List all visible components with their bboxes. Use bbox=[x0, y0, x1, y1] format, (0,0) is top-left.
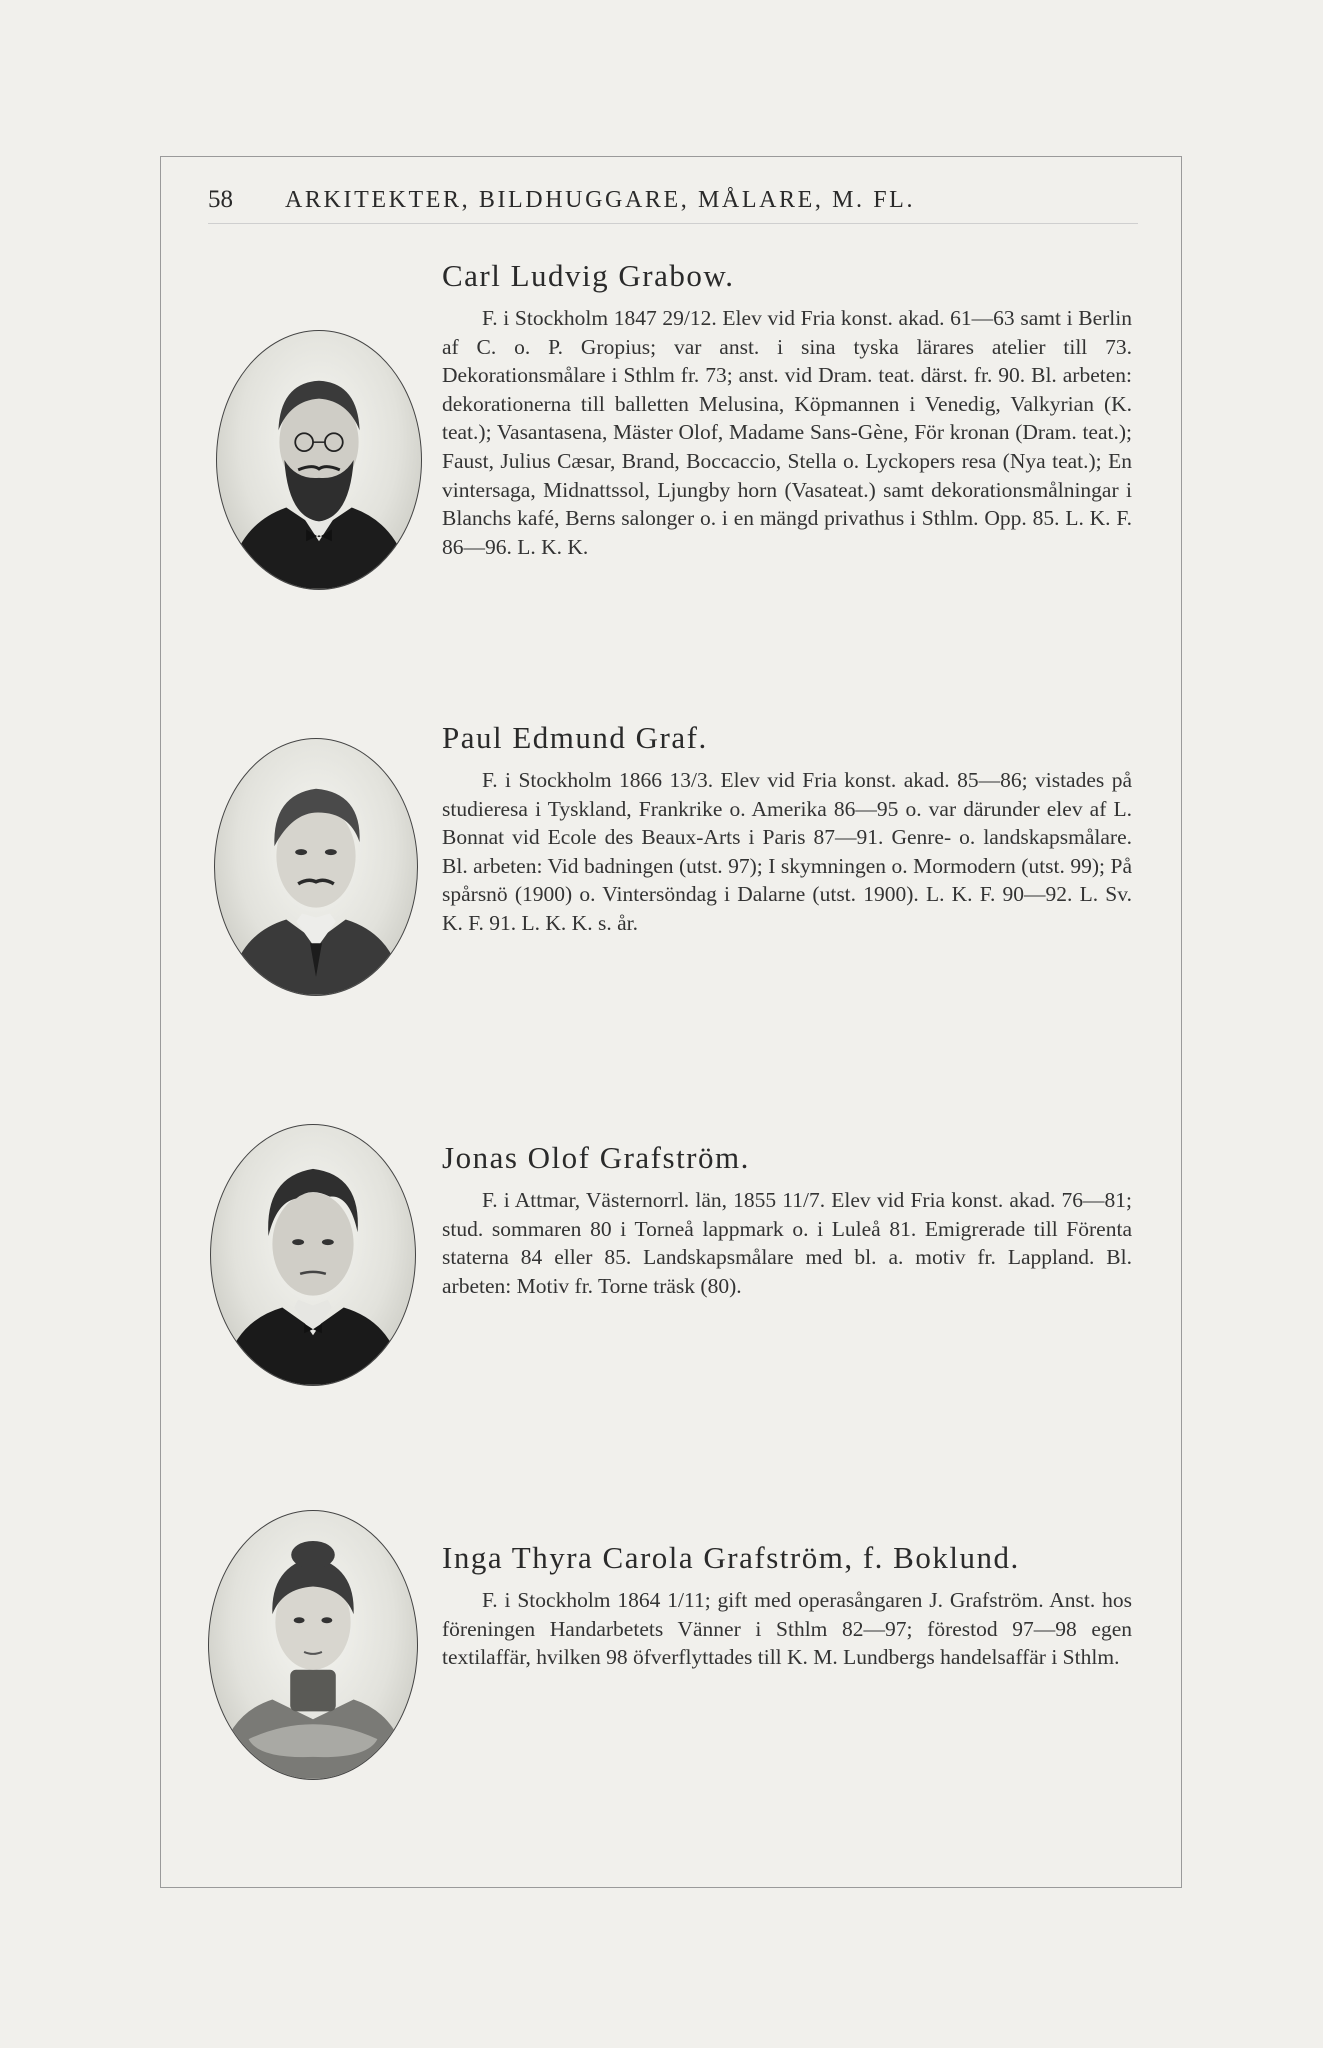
entry-name: Inga Thyra Carola Grafström, f. Boklund. bbox=[442, 1540, 1020, 1575]
portrait-paul-graf bbox=[214, 738, 418, 996]
entry-text: F. i Stockholm 1864 1/11; gift med operasångaren J. Grafström. Anst. hos föreningen Handarbetets Vänner i Sthlm 82—97; förestod 97—98 egen textilaffär, hvilken 98 öfverflyttades till K. M. Lundbergs handelsaffär i Sthlm. bbox=[442, 1588, 1132, 1670]
running-header bbox=[208, 186, 1138, 214]
portrait-grabow bbox=[216, 330, 422, 590]
page-number: 58 bbox=[208, 186, 233, 213]
entry-name: Jonas Olof Grafström. bbox=[442, 1140, 750, 1175]
entry-text: F. i Stockholm 1847 29/12. Elev vid Fria konst. akad. 61—63 samt i Berlin af C. o. P. Gropius; var anst. i sina tyska lärares atelier till 73. Dekorationsmålare i Sthlm fr. 73; anst. vid Dram. teat. därst. fr. 90. Bl. arbeten: dekorationerna till balletten Melusina, Köpmannen i Venedig, Valkyrian (K. teat.); Vasantasena, Mäster Olof, Madame Sans-Gène, För kronan (Dram. teat.); Faust, Julius Cæsar, Brand, Boccaccio, Stella o. Lyckopers resa (Nya teat.); En vintersaga, Midnattssol, Ljungby horn (Vasateat.) samt dekorationsmålningar i Blanchs kafé, Berns salonger o. i en mängd privathus i Sthlm. Opp. 85. L. K. F. 86—96. L. K. K. bbox=[442, 306, 1132, 559]
portrait-inga-grafstrom bbox=[208, 1510, 418, 1780]
entry-name: Carl Ludvig Grabow. bbox=[442, 258, 735, 293]
entry-text: F. i Stockholm 1866 13/3. Elev vid Fria konst. akad. 85—86; vistades på studieresa i Tyskland, Frankrike o. Amerika 86—95 o. var därunder elev af L. Bonnat vid Ecole des Beaux-Arts i Paris 87—91. Genre- o. landskapsmålare. Bl. arbeten: Vid badningen (utst. 97); I skymningen o. Mormodern (utst. 99); På spårsnö (1900) o. Vintersöndag i Dalarne (utst. 1900). L. K. F. 90—92. L. Sv. K. F. 91. L. K. K. s. år. bbox=[442, 768, 1132, 935]
entry-paul-edmund-graf bbox=[442, 720, 1132, 938]
entry-jonas-olof-grafstrom bbox=[442, 1140, 1132, 1300]
header-rule bbox=[208, 223, 1138, 224]
running-title: ARKITEKTER, BILDHUGGARE, MÅLARE, M. FL. bbox=[285, 187, 916, 213]
entry-text: F. i Attmar, Västernorrl. län, 1855 11/7. Elev vid Fria konst. akad. 76—81; stud. sommaren 80 i Torneå lappmark o. i Luleå 81. Emigrerade till Förenta staterna 84 eller 85. Landskapsmålare med bl. a. motiv fr. Lappland. Bl. arbeten: Motiv fr. Torne träsk (80). bbox=[442, 1188, 1132, 1298]
entry-name: Paul Edmund Graf. bbox=[442, 720, 708, 755]
entry-carl-ludvig-grabow bbox=[442, 258, 1132, 561]
portrait-jonas-grafstrom bbox=[210, 1124, 416, 1386]
entry-inga-thyra-carola-grafstrom bbox=[442, 1540, 1132, 1672]
